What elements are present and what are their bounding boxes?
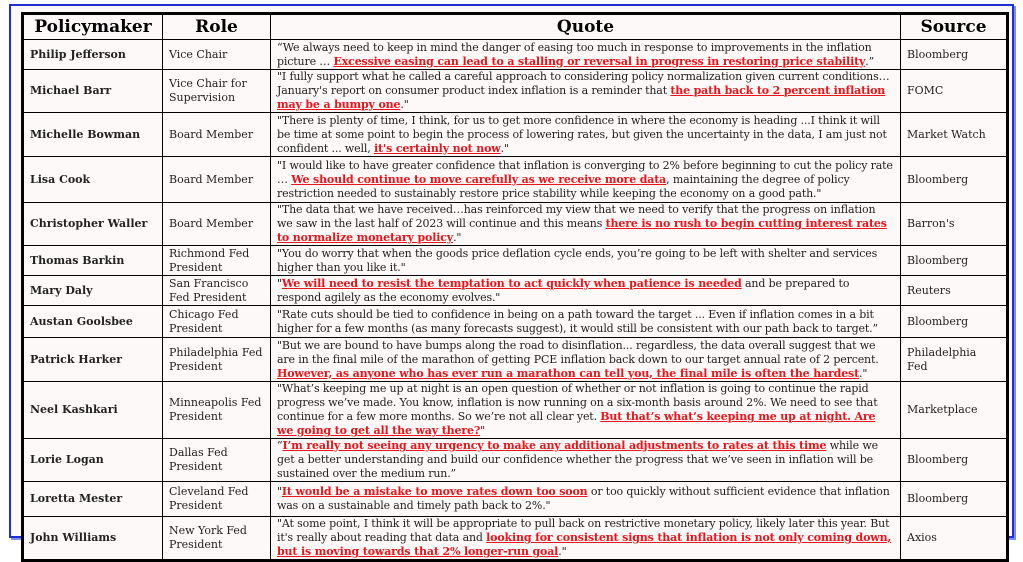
policymaker-role: New York Fed President [163, 517, 271, 561]
highlighted-quote-text: I’m really not seeing any urgency to make any additional adjustments to rates at this time [282, 439, 827, 452]
quote-source: FOMC [901, 70, 1008, 113]
quote-source: Market Watch [901, 113, 1008, 157]
table-row [23, 70, 1008, 113]
quote-text: ." [558, 545, 567, 558]
quote-text: ." [400, 98, 409, 111]
table-row [23, 382, 1008, 439]
header-source: Source [901, 14, 1008, 40]
policymaker-name: Philip Jefferson [23, 40, 163, 70]
policymaker-quote [271, 276, 901, 306]
table-row [23, 203, 1008, 246]
quote-text: "I would like to have greater confidence that inflation is converging to 2% before beginning to cut the policy rate … [277, 158, 893, 186]
policymaker-name: John Williams [23, 517, 163, 561]
policymaker-quote [271, 439, 901, 482]
policymaker-quote [271, 482, 901, 517]
highlighted-quote-text: It would be a mistake to move rates down too soon [281, 485, 588, 498]
quote-text: "You do worry that when the goods price deflation cycle ends, you’re going to be left with shelter and services higher than you like it." [277, 246, 878, 274]
quote-source: Bloomberg [901, 157, 1008, 203]
policymaker-quote [271, 40, 901, 70]
highlighted-quote-text: However, as anyone who has ever run a marathon can tell you, the final mile is often the hardest [277, 366, 860, 380]
quote-text: " [277, 485, 282, 498]
policymaker-name: Michael Barr [23, 70, 163, 113]
quote-source: Axios [901, 517, 1008, 561]
policymaker-role: Chicago Fed President [163, 306, 271, 338]
header-quote: Quote [271, 14, 901, 40]
policymaker-quote [271, 113, 901, 157]
quote-source: Bloomberg [901, 246, 1008, 276]
policymaker-name: Austan Goolsbee [23, 306, 163, 338]
header-policymaker: Policymaker [23, 14, 163, 40]
policymaker-role: Dallas Fed President [163, 439, 271, 482]
policymaker-name: Mary Daly [23, 276, 163, 306]
policymaker-quote [271, 157, 901, 203]
highlighted-quote-text: the path back to 2 percent inflation may be a bumpy one [277, 84, 886, 111]
quote-text: “ [277, 439, 283, 452]
quote-text: while we get a better understanding and build our confidence whether the progress that we’ve seen in inflation will be sustained over the medium run.” [277, 439, 878, 480]
highlighted-quote-text: Excessive easing can lead to a stalling or reversal in progress in restoring price stability [333, 54, 866, 68]
table-row [23, 40, 1008, 70]
quote-source: Bloomberg [901, 482, 1008, 517]
highlighted-quote-text: But that’s what’s keeping me up at night. Are we going to get all the way there? [277, 410, 876, 437]
policymaker-name: Lisa Cook [23, 157, 163, 203]
quote-text: "But we are bound to have bumps along the road to disinflation... regardless, the data overall suggest that we are in the final mile of the marathon of getting PCE inflation back down to our target annual rate of 2 percent. [277, 338, 879, 366]
policymaker-name: Patrick Harker [23, 338, 163, 382]
policymaker-role: Board Member [163, 203, 271, 246]
quote-text: "What’s keeping me up at night is an open question of whether or not inflation is going to continue the rapid progress we’ve made. You know, inflation is now running on a six-month basis around 2%. We need to see that continue for a few more months. So we’re not all clear yet. [277, 382, 878, 423]
table-row [23, 439, 1008, 482]
table-row [23, 157, 1008, 203]
policymaker-quote [271, 517, 901, 561]
highlighted-quote-text: there is no rush to begin cutting interest rates to normalize monetary policy [277, 217, 887, 244]
highlighted-quote-text: it's certainly not now [373, 141, 501, 155]
quote-text: “We always need to keep in mind the danger of easing too much in response to improvements in the inflation picture … [277, 40, 872, 68]
table-row [23, 482, 1008, 517]
policymaker-role: Richmond Fed President [163, 246, 271, 276]
policymaker-role: San Francisco Fed President [163, 276, 271, 306]
quote-text: "I fully support what he called a careful approach to considering policy normalization given current conditions… January's report on consumer product index inflation is a reminder that [277, 70, 890, 97]
policymaker-quote [271, 306, 901, 338]
table-row [23, 246, 1008, 276]
quote-text: "At some point, I think it will be appropriate to pull back on restrictive monetary policy, likely later this year. But it's really about reading that data and [277, 517, 890, 544]
policymaker-quote [271, 203, 901, 246]
quote-text: ." [859, 366, 868, 380]
quote-text: "There is plenty of time, I think, for us to get more confidence in where the economy is heading ...I think it will be time at some point to begin the process of lowering rates, but given the uncertainty in the data, I am just not confident ... well, [277, 113, 887, 155]
policymaker-name: Neel Kashkari [23, 382, 163, 439]
highlighted-quote-text: We will need to resist the temptation to act quickly when patience is needed [281, 276, 742, 290]
policymaker-name: Loretta Mester [23, 482, 163, 517]
policymaker-role: Vice Chair [163, 40, 271, 70]
quote-text: "Rate cuts should be tied to confidence in being on a path toward the target ... Even if inflation comes in a bit higher for a few months (as many forecasts suggest), it would still be consistent with our path back to target.” [277, 307, 878, 335]
policymaker-role: Philadelphia Fed President [163, 338, 271, 382]
highlighted-quote-text: looking for consistent signs that inflation is not only coming down, but is moving towards that 2% longer-run goal [277, 531, 892, 558]
policymaker-quote [271, 246, 901, 276]
table-row [23, 306, 1008, 338]
policymaker-name: Christopher Waller [23, 203, 163, 246]
policymaker-quote [271, 382, 901, 439]
policymaker-role: Board Member [163, 113, 271, 157]
document-frame [9, 4, 1014, 558]
policymaker-role: Cleveland Fed President [163, 482, 271, 517]
policymaker-role: Vice Chair for Supervision [163, 70, 271, 113]
quote-source: Barron's [901, 203, 1008, 246]
quote-text: .” [865, 54, 875, 68]
quote-text: " [480, 424, 486, 437]
quote-source: Marketplace [901, 382, 1008, 439]
policymaker-quotes-table [21, 12, 1009, 562]
header-row [23, 14, 1008, 40]
quote-text: ." [500, 141, 509, 155]
quote-source: Bloomberg [901, 40, 1008, 70]
quote-source: Reuters [901, 276, 1008, 306]
policymaker-name: Thomas Barkin [23, 246, 163, 276]
policymaker-role: Board Member [163, 157, 271, 203]
quote-text: ." [453, 231, 462, 244]
policymaker-name: Michelle Bowman [23, 113, 163, 157]
quote-source: Philadelphia Fed [901, 338, 1008, 382]
highlighted-quote-text: We should continue to move carefully as we receive more data [291, 172, 667, 186]
table-row [23, 517, 1008, 561]
table-row [23, 338, 1008, 382]
policymaker-quote [271, 70, 901, 113]
policymaker-role: Minneapolis Fed President [163, 382, 271, 439]
table-row [23, 113, 1008, 157]
header-role: Role [163, 14, 271, 40]
quote-text: , maintaining the degree of policy restriction needed to sustainably restore price stability while keeping the economy on a good path." [277, 172, 850, 200]
table-row [23, 276, 1008, 306]
quote-source: Bloomberg [901, 439, 1008, 482]
policymaker-name: Lorie Logan [23, 439, 163, 482]
quote-text: "The data that we have received…has reinforced my view that we need to verify that the progress on inflation we saw in the last half of 2023 will continue and this means [277, 203, 876, 230]
policymaker-quote [271, 338, 901, 382]
quote-text: or too quickly without sufficient evidence that inflation was on a sustainable and timely path back to 2%." [277, 485, 890, 512]
quote-text: " [277, 276, 282, 290]
quote-text: and be prepared to respond agilely as the economy evolves." [277, 276, 850, 304]
quote-source: Bloomberg [901, 306, 1008, 338]
